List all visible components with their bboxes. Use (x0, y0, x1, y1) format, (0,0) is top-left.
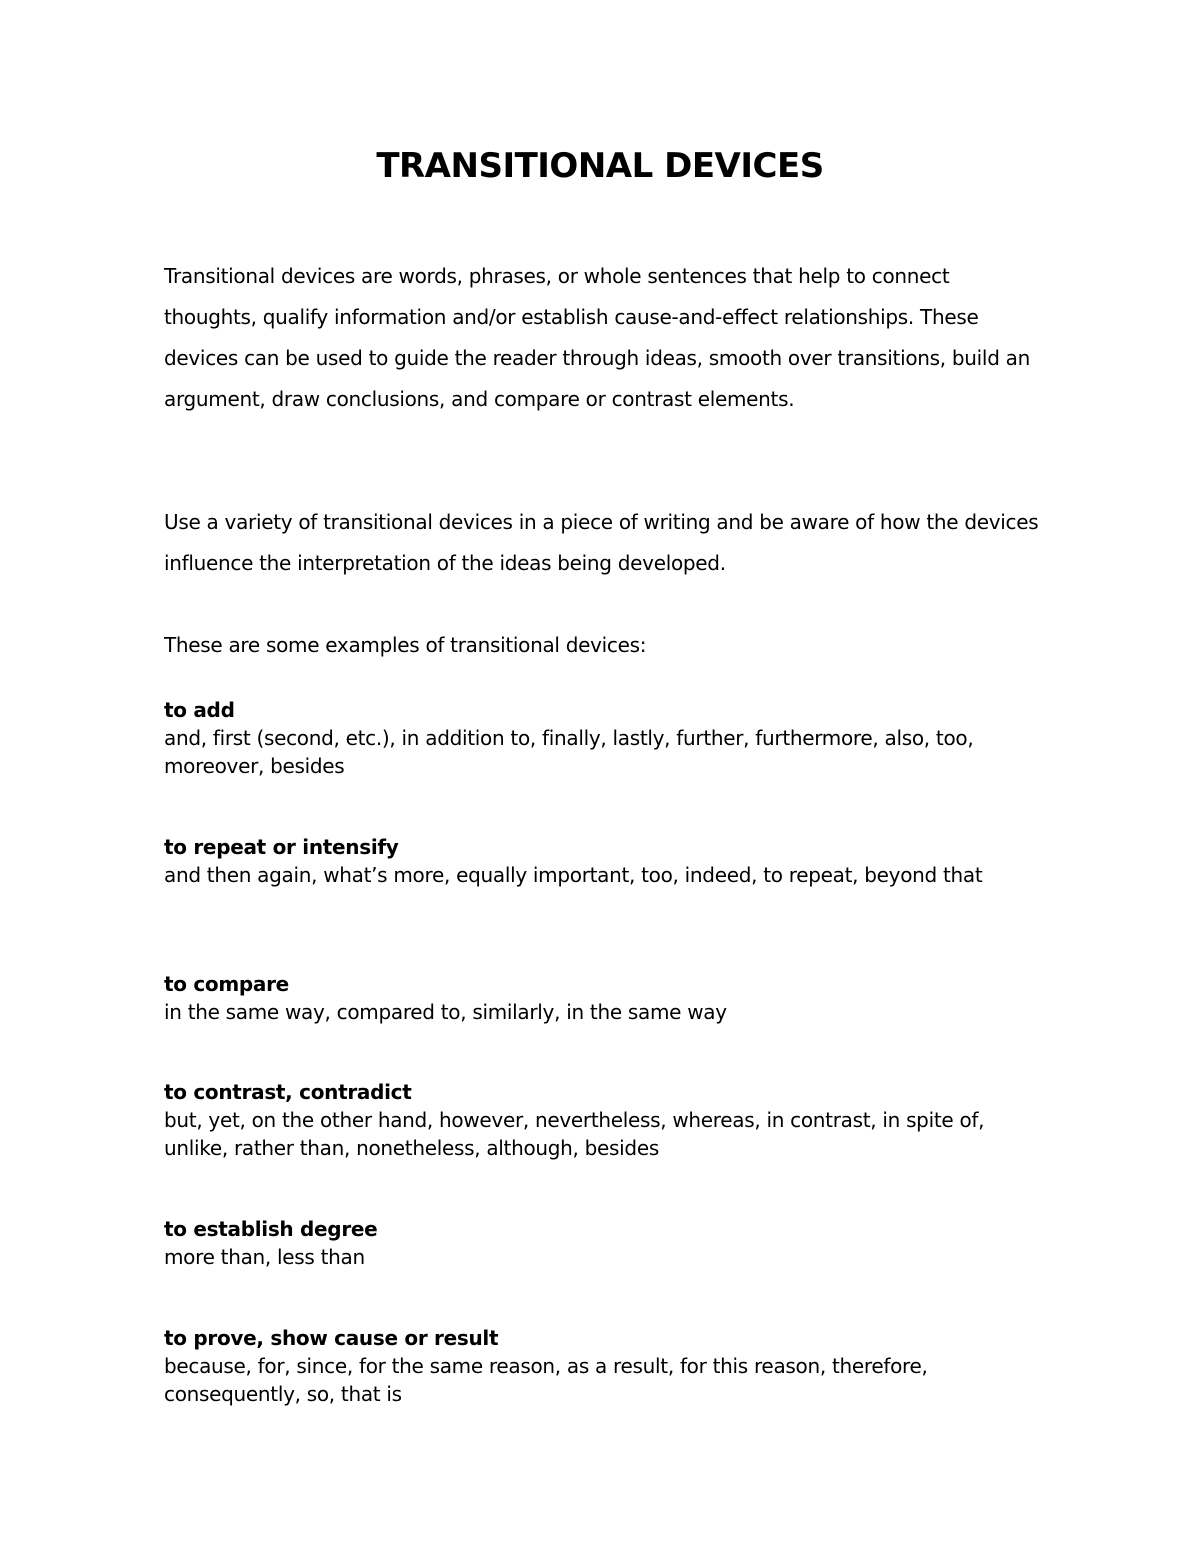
category-words: and, first (second, etc.), in addition to, finally, lastly, further, furthermore, also, too, moreover, besides (164, 726, 974, 778)
category-heading: to prove, show cause or result (164, 1326, 499, 1350)
page-title: TRANSITIONAL DEVICES (376, 146, 824, 186)
category-heading: to compare (164, 972, 289, 996)
category-words: because, for, since, for the same reason, as a result, for this reason, therefore, consequently, so, that is (164, 1354, 928, 1406)
examples-intro-paragraph: These are some examples of transitional devices: (164, 633, 647, 657)
category-to-establish-degree (164, 1215, 1044, 1271)
category-words: but, yet, on the other hand, however, nevertheless, whereas, in contrast, in spite of, unlike, rather than, nonetheless, although, besides (164, 1108, 985, 1160)
category-to-prove-show-cause-or-result (164, 1324, 1044, 1408)
category-words: and then again, what’s more, equally important, too, indeed, to repeat, beyond that (164, 863, 983, 887)
category-to-repeat-or-intensify (164, 833, 1044, 889)
category-heading: to repeat or intensify (164, 835, 399, 859)
category-heading: to establish degree (164, 1217, 378, 1241)
usage-paragraph: Use a variety of transitional devices in a piece of writing and be aware of how the devices influence the interpretation of the ideas being developed. (164, 510, 1039, 575)
category-to-compare (164, 970, 1044, 1026)
category-heading: to add (164, 698, 235, 722)
category-to-contrast-contradict (164, 1078, 1044, 1162)
intro-paragraph: Transitional devices are words, phrases, or whole sentences that help to connect thoughts, qualify information and/or establish cause-and-effect relationships. These devices can be used to guide the reader through ideas, smooth over transitions, build an argument, draw conclusions, and compare or contrast elements. (164, 264, 1030, 411)
category-words: more than, less than (164, 1245, 365, 1269)
category-to-add (164, 696, 1044, 780)
category-words: in the same way, compared to, similarly, in the same way (164, 1000, 727, 1024)
category-heading: to contrast, contradict (164, 1080, 412, 1104)
